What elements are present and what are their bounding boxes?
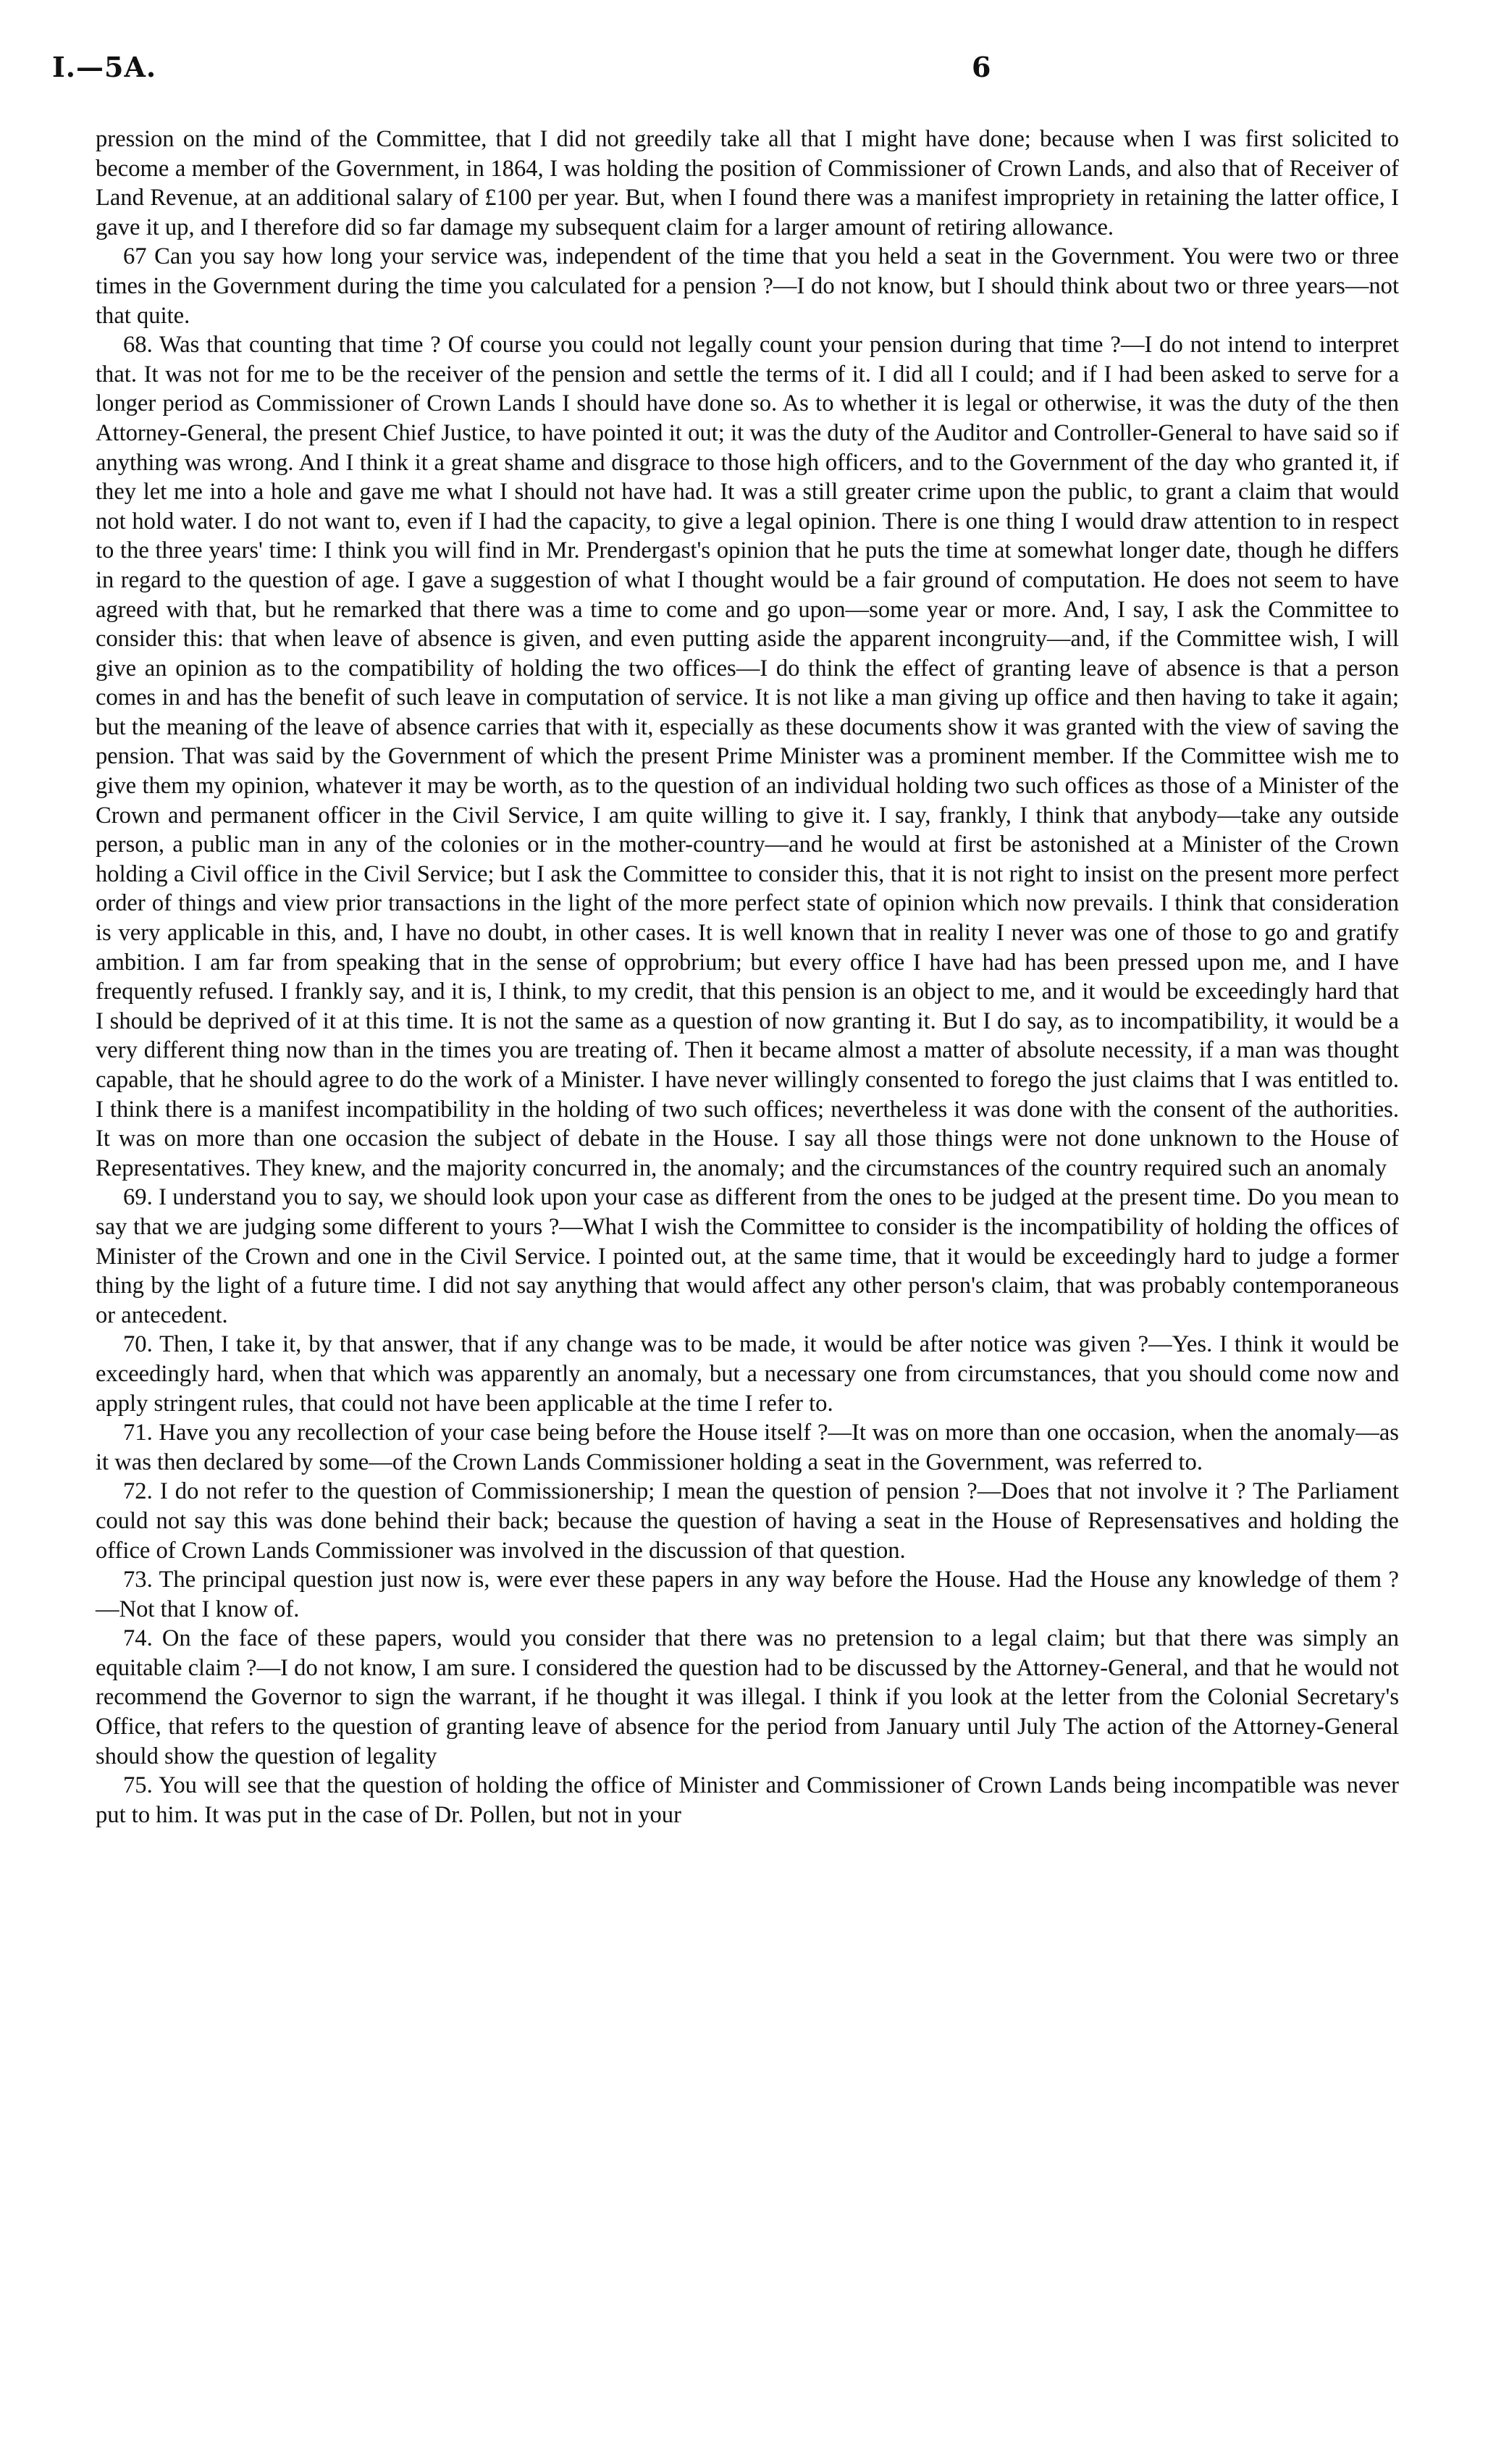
page-header [52, 51, 1442, 94]
paragraph-q74: 74. On the face of these papers, would you consider that there was no pretension to a legal claim; but that there was simply an equitable claim ?—I do not know, I am sure. I considered the question had to be discussed by the Attorney-General, and that he would not recommend the Governor to sign the warrant, if he thought it was illegal. I think if you look at the letter from the Colonial Secretary's Office, that refers to the question of granting leave of absence for the period from January until July The action of the Attorney-General should show the question of legality [96, 1625, 1399, 1769]
paragraph-q71: 71. Have you any recollection of your case being before the House itself ?—It was on more than one occasion, when the anomaly—as it was then declared by some—of the Crown Lands Commissioner holding a seat in the Government, was referred to. [96, 1420, 1399, 1475]
paragraph-q69: 69. I understand you to say, we should look upon your case as different from the ones to be judged at the present time. Do you mean to say that we are judging some different to yours ?—What I wish the Committee to consider is the incompatibility of holding the offices of Minister of the Crown and one in the Civil Service. I pointed out, at the same time, that it would be exceedingly hard to judge a former thing by the light of a future time. I did not say anything that would affect any other person's claim, that was probably contemporaneous or antecedent. [96, 1184, 1399, 1328]
paragraph-q75: 75. You will see that the question of holding the office of Minister and Commissioner of Crown Lands being incompatible was never put to him. It was put in the case of Dr. Pollen, but not in your [96, 1772, 1399, 1828]
paragraph-q73: 73. The principal question just now is, were ever these papers in any way before the House. Had the House any knowledge of them ?—Not that I know of. [96, 1567, 1399, 1622]
paragraph-q68: 68. Was that counting that time ? Of course you could not legally count your pension during that time ?—I do not intend to interpret that. It was not for me to be the receiver of the pension and settle the terms of it. I did all I could; and if I had been asked to serve for a longer period as Commissioner of Crown Lands I should have done so. As to whether it is legal or otherwise, it was the duty of the then Attorney-General, the present Chief Justice, to have pointed it out; it was the duty of the Auditor and Controller-General to have said so if anything was wrong. And I think it a great shame and disgrace to those high officers, and to the Government of the day who granted it, if they let me into a hole and gave me what I should not have had. It was a still greater crime upon the public, to grant a claim that would not hold water. I do not want to, even if I had the capacity, to give a legal opinion. There is one thing I would draw attention to in respect to the three years' time: I think you will find in Mr. Prendergast's opinion that he puts the time at somewhat longer date, though he differs in regard to the question of age. I gave a suggestion of what I thought would be a fair ground of computation. He does not seem to have agreed with that, but he remarked that there was a time to come and go upon—some year or more. And, I say, I ask the Committee to consider this: that when leave of absence is given, and even putting aside the apparent incongruity—and, if the Committee wish, I will give an opinion as to the compatibility of holding the two offices—I do think the effect of granting leave of absence is that a person comes in and has the benefit of such leave in computation of service. It is not like a man giving up office and then having to take it again; but the meaning of the leave of absence carries that with it, especially as these documents show it was granted with the view of saving the pension. That was said by the Government of which the present Prime Minister was a prominent member. If the Committee wish me to give them my opinion, whatever it may be worth, as to the question of an individual holding two such offices as those of a Minister of the Crown and permanent officer in the Civil Service, I am quite willing to give it. I say, frankly, I think that anybody—take any outside person, a public man in any of the colonies or in the mother-country—and he would at first be astonished at a Minister of the Crown holding a Civil office in the Civil Service; but I ask the Committee to consider this, that it is not right to insist on the present more perfect order of things and view prior transactions in the light of the more perfect state of opinion which now prevails. I think that consideration is very applicable in this, and, I have no doubt, in other cases. It is well known that in reality I never was one of those to go and gratify ambition. I am far from speaking that in the sense of opprobrium; but every office I have had has been pressed upon me, and I have frequently refused. I frankly say, and it is, I think, to my credit, that this pension is an object to me, and it would be exceedingly hard that I should be deprived of it at this time. It is not the same as a question of now granting it. But I do say, as to incompatibility, it would be a very different thing now than in the times you are treating of. Then it became almost a matter of absolute necessity, if a man was thought capable, that he should agree to do the work of a Minister. I have never willingly consented to forego the just claims that I was entitled to. I think there is a manifest incompatibility in the holding of two such offices; nevertheless it was done with the consent of the authorities. It was on more than one occasion the subject of debate in the House. I say all those things were not done unknown to the House of Representatives. They knew, and the majority concurred in, the anomaly; and the circumstances of the country required such an anomaly [96, 332, 1399, 1181]
paragraph-continued: pression on the mind of the Committee, that I did not greedily take all that I might have done; because when I was first solicited to become a member of the Government, in 1864, I was holding the position of Commissioner of Crown Lands, and also that of Receiver of Land Revenue, at an additional salary of £100 per year. But, when I found there was a manifest impropriety in retaining the latter office, I gave it up, and I therefore did so far damage my subsequent claim for a larger amount of retiring allowance. [96, 126, 1399, 240]
page-number: 6 [972, 51, 991, 83]
minutes-of-evidence-text [96, 125, 1399, 1830]
paragraph-q72: 72. I do not refer to the question of Commissionership; I mean the question of pension ?—Does that not involve it ? The Parliament could not say this was done behind their back; because the question of having a seat in the House of Represensatives and holding the office of Crown Lands Commissioner was involved in the discussion of that question. [96, 1478, 1399, 1564]
document-reference: I.—5A. [52, 51, 157, 83]
paragraph-q70: 70. Then, I take it, by that answer, that if any change was to be made, it would be after notice was given ?—Yes. I think it would be exceedingly hard, when that which was apparently an anomaly, but a necessary one from circumstances, that you should come now and apply stringent rules, that could not have been applicable at the time I refer to. [96, 1331, 1399, 1417]
paragraph-q67: 67 Can you say how long your service was, independent of the time that you held a seat in the Government. You were two or three times in the Government during the time you calculated for a pension ?—I do not know, but I should think about two or three years—not that quite. [96, 243, 1399, 329]
